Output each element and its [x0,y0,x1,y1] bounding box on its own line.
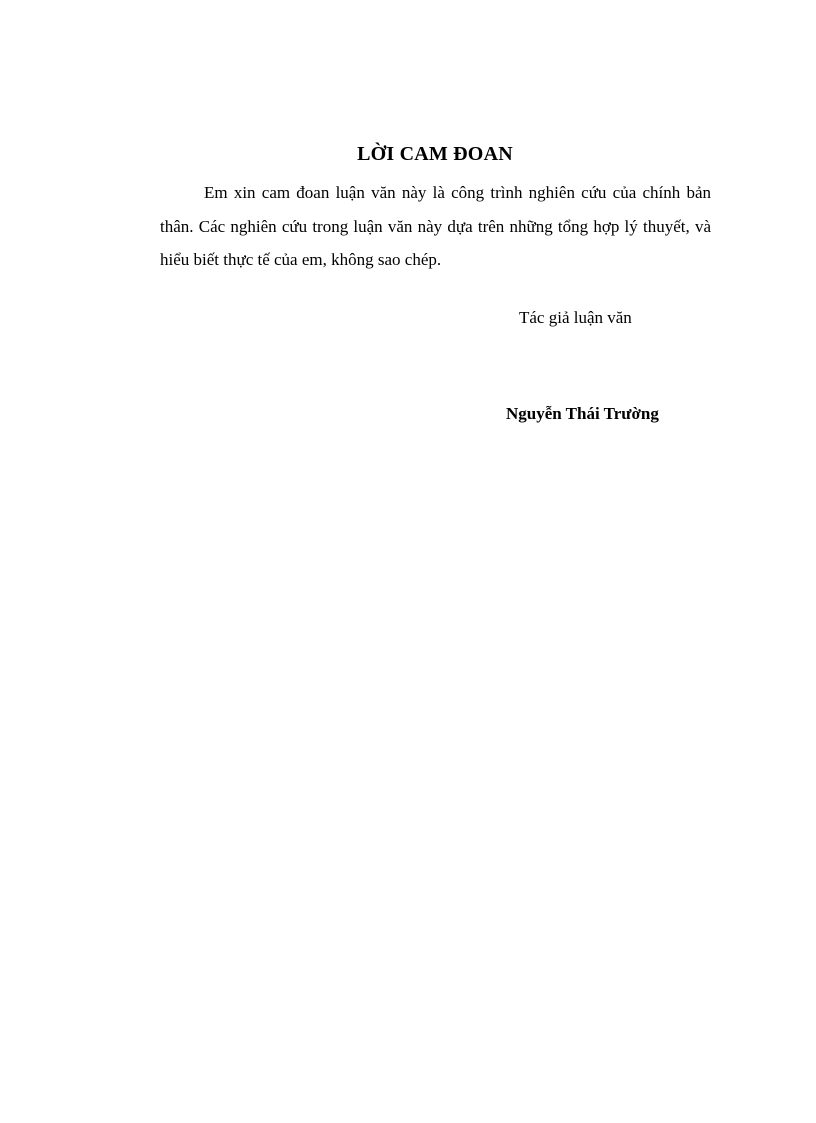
signature-name: Nguyễn Thái Trường [506,404,659,423]
signature-role: Tác giả luận văn [519,308,632,327]
page-title: LỜI CAM ĐOAN [357,143,513,165]
declaration-paragraph: Em xin cam đoan luận văn này là công trình nghiên cứu của chính bản thân. Các nghiên cứu trong luận văn này dựa trên những tổng hợp lý thuyết, và hiểu biết thực tế của em, không sao chép. [160,183,711,269]
